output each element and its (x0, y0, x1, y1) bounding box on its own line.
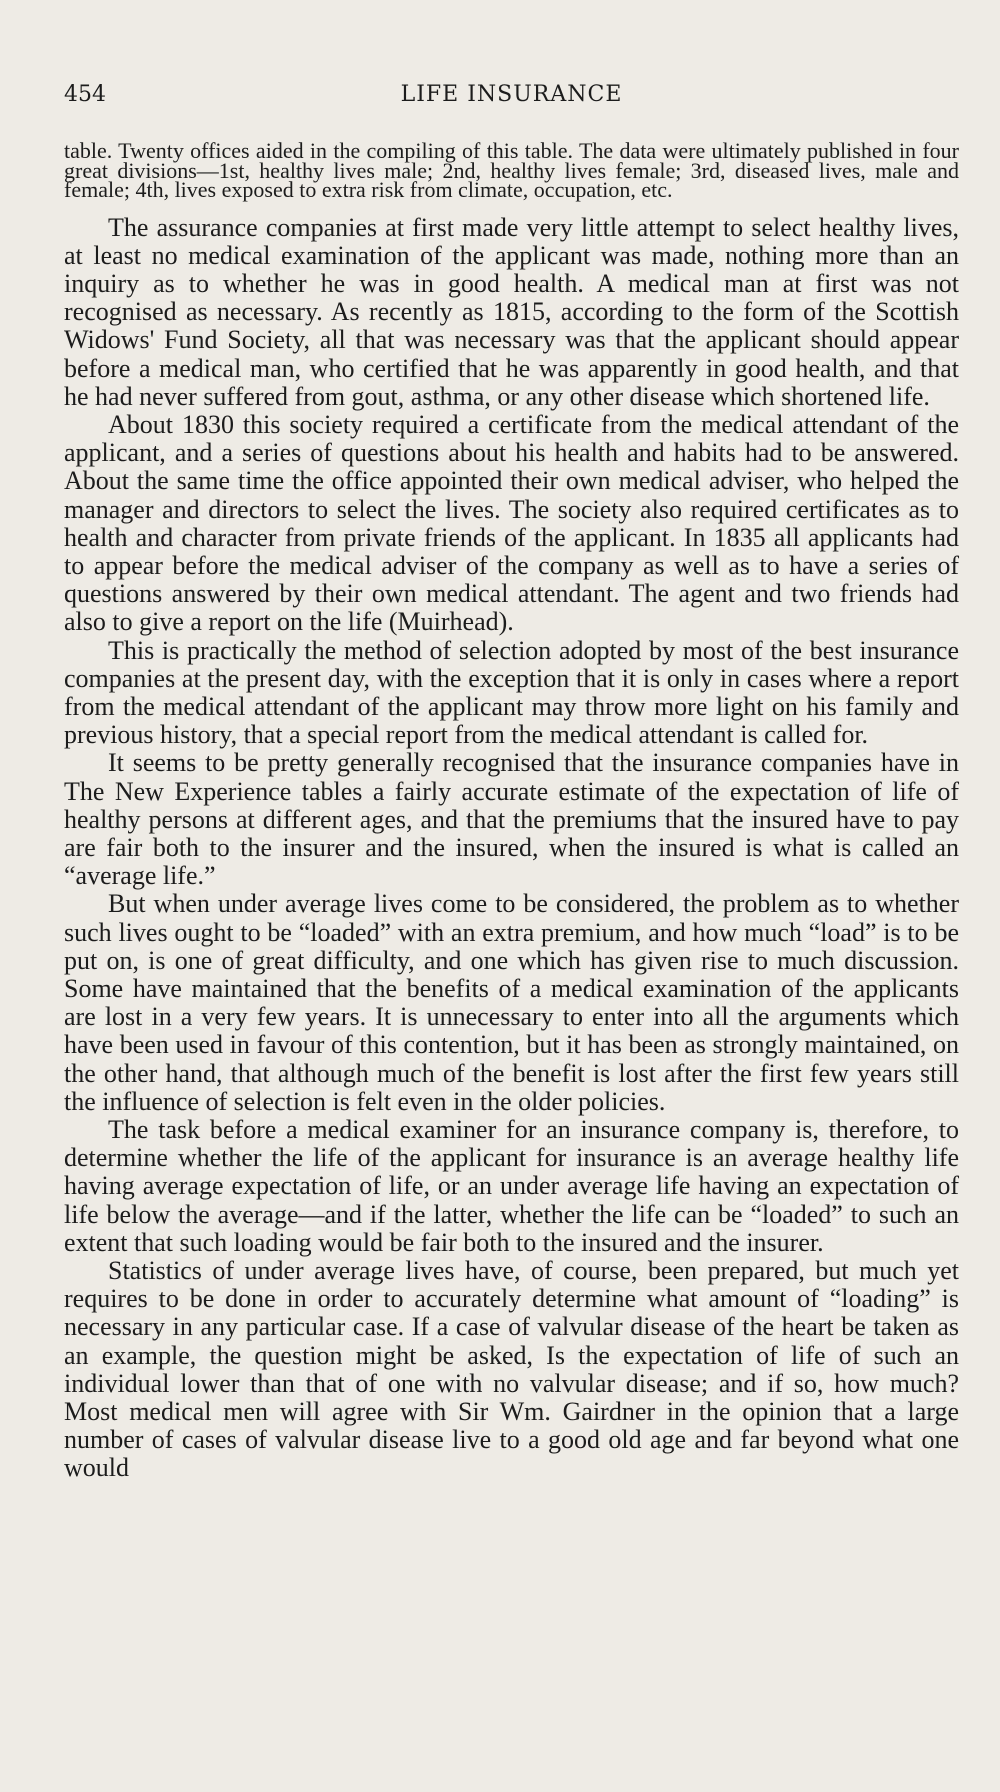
page-header (64, 82, 959, 116)
paragraph: The assurance companies at first made very little attempt to select healthy lives, at least no medical examination of the applicant was made, nothing more than an inquiry as to whether he was in good health. A medical man at first was not recognised as necessary. As recently as 1815, according to the form of the Scottish Widows' Fund Society, all that was necessary was that the applicant should appear before a medical man, who certified that he was apparently in good health, and that he had never suffered from gout, asthma, or any other disease which shortened life. (64, 212, 959, 411)
paragraph: This is practically the method of selection adopted by most of the best insurance companies at the present day, with the exception that it is only in cases where a report from the medical attendant of the applicant may throw more light on his family and previous history, that a special report from the medical attendant is called for. (64, 635, 959, 750)
page-number: 454 (64, 82, 106, 107)
paragraph: But when under average lives come to be considered, the problem as to whether such lives ought to be “loaded” with an extra premium, and how much “load” is to be put on, is one of great difficulty, and one which has given rise to much discussion. Some have maintained that the benefits of a medical examination of the applicants are lost in a very few years. It is unnecessary to enter into all the arguments which have been used in favour of this contention, but it has been as strongly maintained, on the other hand, that although much of the benefit is lost after the first few years still the influence of selection is felt even in the older policies. (64, 889, 959, 1116)
paragraph-continuation: table. Twenty offices aided in the compiling of this table. The data were ultimately published in four great divisions—1st, healthy lives male; 2nd, healthy lives female; 3rd, diseased lives, male and female; 4th, lives exposed to extra risk from climate, occupation, etc. (64, 138, 959, 202)
body-text (64, 138, 959, 1483)
paragraph: It seems to be pretty generally recognised that the insurance companies have in The New Experience tables a fairly accurate estimate of the expectation of life of healthy persons at different ages, and that the premiums that the insured have to pay are fair both to the insurer and the insured, when the insured is what is called an “average life.” (64, 748, 959, 891)
paragraph: Statistics of under average lives have, of course, been prepared, but much yet requires to be done in order to accurately determine what amount of “loading” is necessary in any particular case. If a case of valvular disease of the heart be taken as an example, the question might be asked, Is the expectation of life of such an individual lower than that of one with no valvular disease; and if so, how much? Most medical men will agree with Sir Wm. Gairdner in the opinion that a large number of cases of valvular disease live to a good old age and far beyond what one would (64, 1256, 959, 1483)
paragraph: About 1830 this society required a certificate from the medical attendant of the applicant, and a series of questions about his health and habits had to be answered. About the same time the office appointed their own medical adviser, who helped the manager and directors to select the lives. The society also required certificates as to health and character from private friends of the applicant. In 1835 all applicants had to appear before the medical adviser of the company as well as to have a series of questions answered by their own medical attendant. The agent and two friends had also to give a report on the life (Muirhead). (64, 409, 959, 637)
running-head: LIFE INSURANCE (400, 82, 623, 107)
paragraph: The task before a medical examiner for an insurance company is, therefore, to determine whether the life of the applicant for insurance is an average healthy life having average expectation of life, or an under average life having an expectation of life below the average—and if the latter, whether the life can be “loaded” to such an extent that such loading would be fair both to the insured and the insurer. (64, 1115, 959, 1257)
